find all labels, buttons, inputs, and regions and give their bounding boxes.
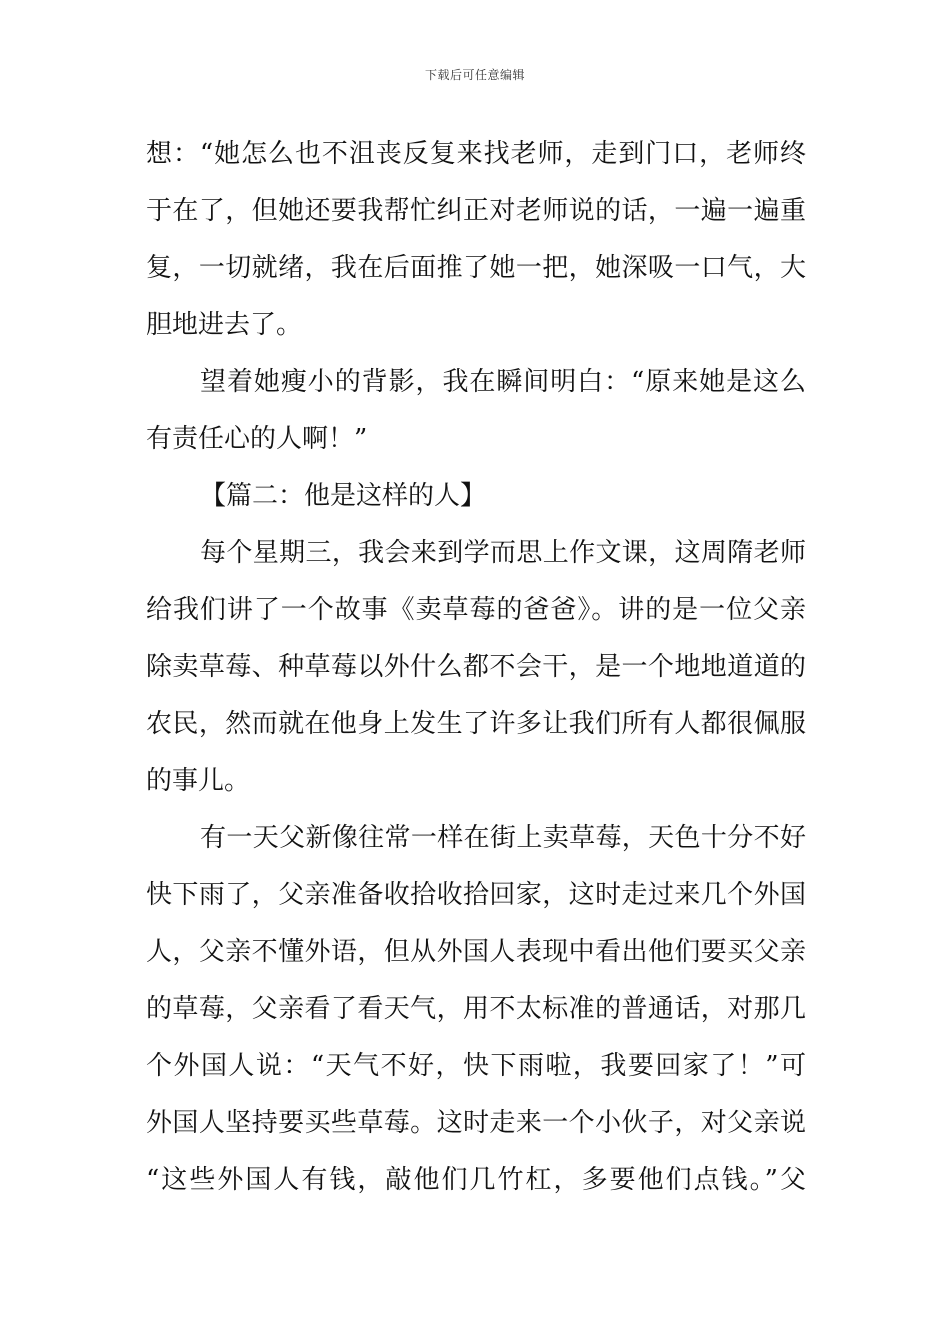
text-line: “这些外国人有钱，敲他们几竹杠，多要他们点钱。”父 [146, 1165, 806, 1195]
text-line: 个外国人说：“天气不好，快下雨啦，我要回家了！”可 [146, 1051, 806, 1081]
page-header: 下载后可任意编辑 [424, 68, 525, 82]
text-line: 胆地进去了。 [146, 310, 303, 340]
text-line: 望着她瘦小的背影，我在瞬间明白：“原来她是这么 [200, 367, 806, 397]
text-line: 的草莓，父亲看了看天气，用不太标准的普通话，对那几 [146, 994, 806, 1024]
text-line: 的事儿。 [146, 766, 251, 796]
text-line: 于在了，但她还要我帮忙纠正对老师说的话，一遍一遍重 [146, 196, 806, 226]
text-line: 每个星期三，我会来到学而思上作文课，这周隋老师 [200, 538, 806, 568]
text-line: 外国人坚持要买些草莓。这时走来一个小伙子，对父亲说 [146, 1108, 806, 1138]
text-line: 想：“她怎么也不沮丧反复来找老师，走到门口，老师终 [146, 139, 806, 169]
text-line: 农民，然而就在他身上发生了许多让我们所有人都很佩服 [146, 709, 806, 739]
text-line: 有责任心的人啊！” [146, 424, 368, 454]
text-line: 除卖草莓、种草莓以外什么都不会干，是一个地地道道的 [146, 652, 806, 682]
text-line: 给我们讲了一个故事《卖草莓的爸爸》。讲的是一位父亲 [146, 595, 806, 625]
text-line: 快下雨了，父亲准备收拾收拾回家，这时走过来几个外国 [146, 880, 806, 910]
text-line: 复，一切就绪，我在后面推了她一把，她深吸一口气，大 [146, 253, 806, 283]
text-line: 人，父亲不懂外语，但从外国人表现中看出他们要买父亲 [146, 937, 806, 967]
section-heading: 【篇二：他是这样的人】 [200, 481, 487, 511]
text-line: 有一天父新像往常一样在街上卖草莓，天色十分不好 [200, 823, 806, 853]
